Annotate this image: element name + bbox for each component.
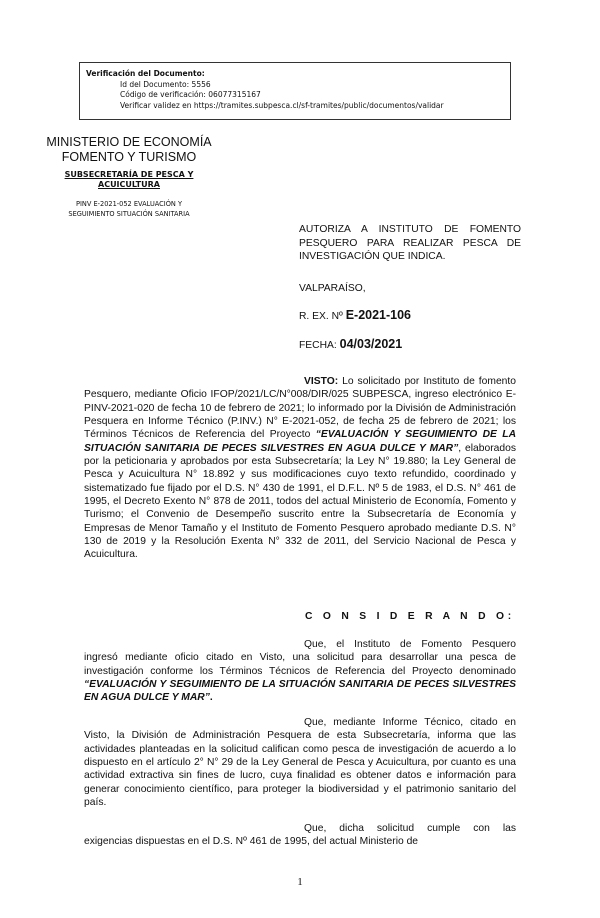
verification-title: Verificación del Documento: — [86, 69, 205, 78]
verification-item-url[interactable]: • Verificar validez en https://tramites.subpesca.cl/sf-tramites/public/documentos/validar — [120, 101, 504, 112]
resolution-date — [299, 337, 402, 351]
considerando-1-text: Que, el Instituto de Fomento Pesquero ingresó mediante oficio citado en Visto, una solicitud para desarrollar una pesca de investigación conforme los Términos Técnicos de Referencia del Proyecto denominado — [84, 639, 516, 677]
city: VALPARAÍSO, — [299, 283, 366, 294]
visto-label: VISTO: — [304, 376, 339, 387]
considerando-3-text: Que, dicha solicitud cumple con las exigencias dispuestas en el D.S. Nº 461 de 1995, del actual Ministerio de — [84, 823, 516, 848]
authorization-summary: AUTORIZA A INSTITUTO DE FOMENTO PESQUERO PARA REALIZAR PESCA DE INVESTIGACIÓN QUE INDICA. — [299, 224, 521, 263]
rex-label: R. EX. Nº — [299, 311, 343, 322]
page-number: 1 — [297, 876, 303, 888]
verification-list — [86, 80, 504, 112]
verification-item-code: • Código de verificación: 06077315167 — [120, 90, 504, 101]
fecha-value: 04/03/2021 — [339, 337, 403, 351]
pinv-line-1: PINV E-2021-052 EVALUACIÓN Y — [76, 200, 182, 208]
fecha-label: FECHA: — [299, 340, 337, 351]
ministry-line-1: MINISTERIO DE ECONOMÍA — [46, 135, 212, 149]
pinv-line-2: SEGUIMIENTO SITUACIÓN SANITARIA — [68, 209, 190, 218]
considerando-1-project: “EVALUACIÓN Y SEGUIMIENTO DE LA SITUACIÓN SANITARIA DE PECES SILVESTRES EN AGUA DULCE Y MAR” — [84, 679, 516, 704]
subsecretaria-line-1: SUBSECRETARÍA DE PESCA Y — [64, 170, 194, 179]
verification-item-id: • Id del Documento: 5556 — [120, 80, 504, 91]
verification-box — [79, 62, 511, 120]
ministry-name — [39, 135, 219, 165]
rex-value: E-2021-106 — [345, 308, 412, 322]
visto-text-b: , elaborados por la peticionaria y aprobados por esta Subsecretaría; la Ley N° 19.880; la Ley General de Pesca y Acuicultura N° 18.892 y sus modificaciones cuyo texto refundido, coordinado y sistematizado fue fijado por el D.S. N° 430 de 1991, el D.F.L. Nº 5 de 1983, el D.S. N° 461 de 1995, el Decreto Exento N° 878 de 2011, todos del actual Ministerio de Economía, Fomento y Turismo; el Convenio de Desempeño suscrito entre la Subsecretaría de Economía y Empresas de Menor Tamaño y el Instituto de Fomento Pesquero aprobado mediante D.S. N° 130 de 2019 y la Resolución Exenta N° 332 de 2011, del Servicio Nacional de Pesca y Acuicultura. — [84, 442, 516, 561]
considerando-paragraph-1 — [84, 638, 516, 705]
subsecretaria-line-2: ACUICULTURA — [98, 180, 160, 189]
considerando-1-end: . — [209, 692, 213, 704]
considerando-paragraph-2 — [84, 716, 516, 809]
resolution-number — [299, 308, 411, 322]
subsecretaria-name — [44, 170, 214, 190]
ministry-line-2: FOMENTO Y TURISMO — [61, 150, 197, 164]
considerando-paragraph-3 — [84, 822, 516, 849]
considerando-2-text: Que, mediante Informe Técnico, citado en Visto, la División de Administración Pesquera de esta Subsecretaría, informa que las actividades planteadas en la solicitud califican como pesca de investigación de acuerdo a lo dispuesto en el artículo 2° N° 29 de la Ley General de Pesca y Acuicultura, por cuanto es una actividad extractiva sin fines de lucro, cuya finalidad es obtener datos e información para generar conocimiento científico, para proteger la biodiversidad y el patrimonio sanitario del país. — [84, 717, 516, 809]
pinv-reference — [39, 200, 219, 219]
visto-paragraph — [84, 375, 516, 562]
considerando-heading: C O N S I D E R A N D O: — [305, 611, 516, 622]
visto-text-a: Lo solicitado por Instituto de fomento Pesquero, mediante Oficio IFOP/2021/LC/N°008/DIR/025 SUBPESCA, ingreso electrónico E-PINV-2021-020 de fecha 10 de febrero de 2021; lo informado por la División de Administración Pesquera en Informe Técnico (P.INV.) N° E-2021-052, de fecha 25 de febrero de 2021; los Términos Técnicos de Referencia del Proyecto — [84, 376, 516, 441]
visto-project-title: “EVALUACIÓN Y SEGUIMIENTO DE LA SITUACIÓN SANITARIA DE PECES SILVESTRES EN AGUA DULCE Y MAR” — [84, 429, 517, 454]
